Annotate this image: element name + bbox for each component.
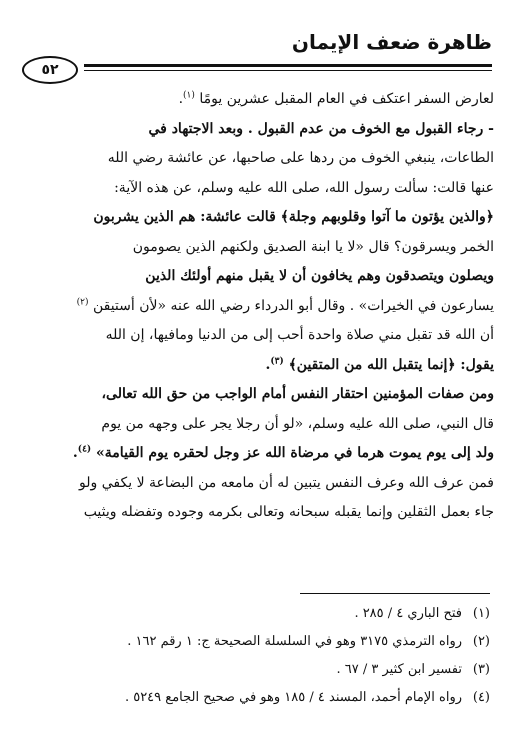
footnote-ref: (٣) [270, 355, 284, 366]
footnote-item [40, 600, 490, 628]
text-line: أن الله قد تقبل مني صلاة واحدة أحب إلى من الدنيا ومافيها، إن الله [105, 327, 494, 343]
text-line: ولد إلى يوم يموت هرما في مرضاة الله عز وجل لحقره يوم القيامة» $^{(٤)}$. [72, 444, 494, 461]
header-rule-thick [84, 64, 492, 67]
text-line: الخمر ويسرقون؟ قال «لا يا ابنة الصديق ولكنهم الذين يصومون [132, 238, 494, 255]
page-number: ٥٢ [22, 56, 78, 84]
text-line: جاء بعمل الثقلين وإنما يقبله سبحانه وتعالى بكرمه وجوده وتفضله ويثيب [83, 504, 494, 520]
footnote-text: رواه الترمذي ٣١٧٥ وهو في السلسلة الصحيحة ج: ١ رقم ١٦٢ . [127, 634, 462, 649]
footnote-item [40, 684, 490, 712]
footnote-separator [300, 593, 490, 594]
text-line: يسارعون في الخيرات» . وقال أبو الدرداء رضي الله عنه «لأن أستيقن $^{(٢)}$ [76, 296, 494, 314]
text-line: ويصلون ويتصدقون وهم يخافون أن لا يقبل منهم أولئك الذين [145, 268, 494, 284]
footnote-text: فتح الباري ٤ / ٢٨٥ . [354, 606, 462, 621]
footnote-number: (١) [472, 606, 490, 621]
footnote-ref: (٤) [77, 444, 92, 455]
footnote-number: (٢) [472, 634, 490, 649]
running-title: ظاهرة ضعف الإيمان [291, 30, 492, 54]
text-line: فمن عرف الله وعرف النفس يتبين له أن مامعه من البضاعة لا يكفي ولو [79, 474, 494, 491]
footnote-number: (٤) [472, 690, 490, 705]
text-line: قال النبي، صلى الله عليه وسلم، «لو أن رجلا يجر على وجهه من يوم [101, 415, 494, 432]
footnote-ref: (٢) [76, 296, 89, 307]
footnote-ref: (١) [183, 90, 195, 101]
footnote-number: (٣) [472, 662, 490, 677]
text-line: ﴿والذين يؤتون ما آتوا وقلوبهم وجلة﴾ قالت عائشة: هم الذين يشربون [93, 209, 494, 225]
footnote-item [40, 628, 490, 656]
text-line: الطاعات، ينبغي الخوف من ردها على صاحبها، عن عائشة رضي الله [107, 150, 494, 166]
text-line: - رجاء القبول مع الخوف من عدم القبول . وبعد الاجتهاد في [148, 120, 494, 137]
main-text [22, 85, 494, 528]
header-rule-thin [84, 70, 492, 71]
text-line: لعارض السفر اعتكف في العام المقبل عشرين يومًا $^{(١)}$. [178, 90, 494, 107]
text-line: عنها قالت: سألت رسول الله، صلى الله عليه وسلم، عن هذه الآية: [114, 179, 494, 196]
page-header [22, 30, 492, 90]
footnote-text: رواه الإمام أحمد، المسند ٤ / ١٨٥ وهو في صحيح الجامع ٥٢٤٩ . [124, 690, 462, 705]
footnote-item [40, 656, 490, 684]
text-line: ومن صفات المؤمنين احتقار النفس أمام الواجب من حق الله تعالى، [101, 386, 494, 402]
footnote-text: تفسير ابن كثير ٣ / ٦٧ . [336, 662, 462, 677]
text-line: يقول: ﴿إنما يتقبل الله من المتقين﴾ $^{(٣)}$. [265, 355, 494, 373]
footnotes [40, 600, 490, 712]
